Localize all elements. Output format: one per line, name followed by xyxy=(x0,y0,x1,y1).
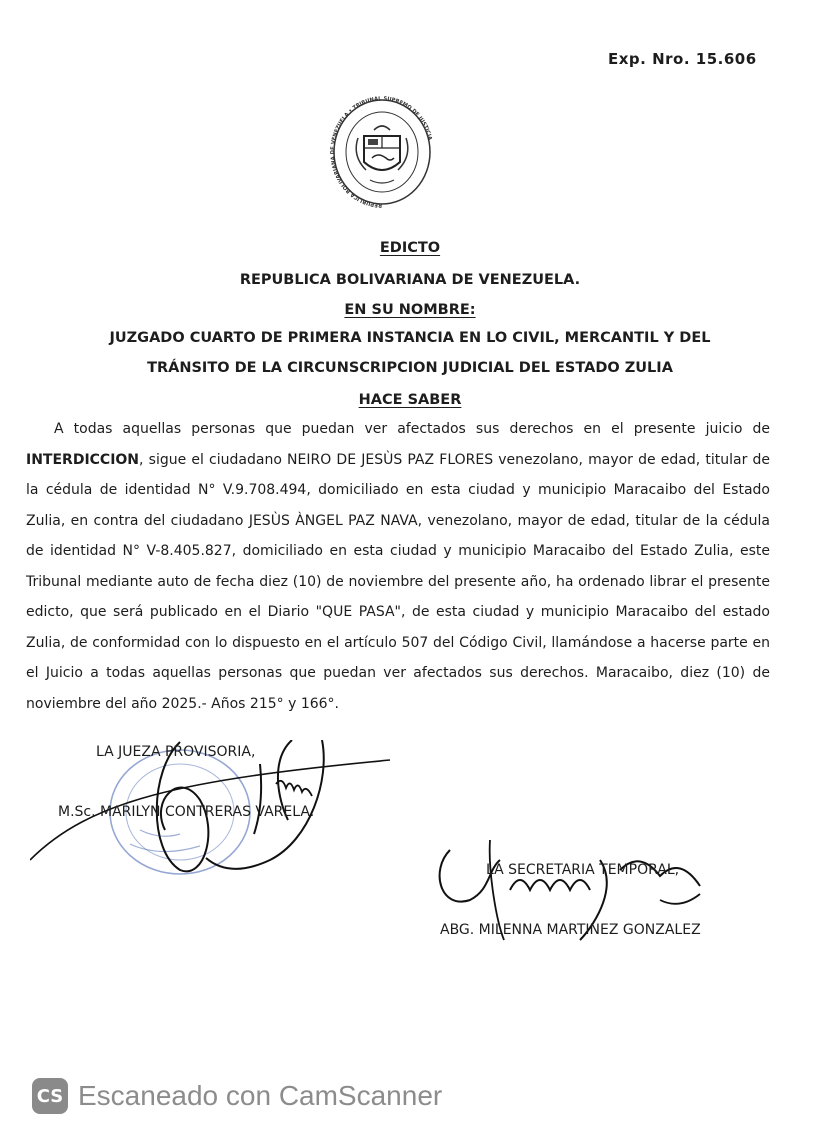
scanner-watermark xyxy=(32,1076,442,1116)
body-interdiccion: INTERDICCION xyxy=(26,451,140,468)
judge-name: M.Sc. MARILYN CONTRERAS VARELA. xyxy=(58,804,315,820)
seal-ring-text: REPUBLICA BOLIVARIANA DE VENEZUELA • TRIBUNAL SUPREMO DE JUSTICIA xyxy=(330,95,433,209)
court-heading-line2: TRÁNSITO DE LA CIRCUNSCRIPCION JUDICIAL DEL ESTADO ZULIA xyxy=(147,360,673,376)
court-heading-line1: JUZGADO CUARTO DE PRIMERA INSTANCIA EN LO CIVIL, MERCANTIL Y DEL xyxy=(109,330,711,346)
camscanner-logo-icon: CS xyxy=(32,1078,68,1114)
body-main: , sigue el ciudadano NEIRO DE JESÙS PAZ FLORES venezolano, mayor de edad, titular de la cédula de identidad N° V.9.708.494, domiciliado en esta ciudad y municipio Maracaibo del Estado Zulia, en contra del ciudadano JESÙS ÀNGEL PAZ NAVA, venezolano, mayor de edad, titular de la cédula de identidad N° V-8.405.827, domiciliado en esta ciudad y municipio Maracaibo del Estado Zulia, este Tribunal mediante auto de fecha diez (10) de noviembre del presente año, ha ordenado librar el presente edicto, que será publicado en el Diario "QUE PASA", de esta ciudad y municipio Maracaibo del estado Zulia, de conformidad con lo dispuesto en el artículo 507 del Código Civil, llamándose a hacerse parte en el Juicio a todas aquellas personas que puedan ver afectados sus derechos. Maracaibo, diez (10) de noviembre del año 2025.- Años 215° y 166°. xyxy=(26,451,770,712)
hace-saber-heading: HACE SABER xyxy=(358,392,462,408)
edict-title: EDICTO xyxy=(379,240,441,256)
edict-body xyxy=(26,414,770,719)
en-su-nombre-heading: EN SU NOMBRE: xyxy=(344,302,476,318)
case-number: Exp. Nro. 15.606 xyxy=(608,50,757,68)
body-intro: A todas aquellas personas que puedan ver afectados sus derechos en el presente juicio de xyxy=(54,421,770,437)
judge-signature-block xyxy=(30,740,400,890)
secretary-signature-block xyxy=(430,830,730,950)
scanner-watermark-text: Escaneado con CamScanner xyxy=(78,1080,443,1111)
country-heading: REPUBLICA BOLIVARIANA DE VENEZUELA. xyxy=(239,272,581,288)
secretary-title: LA SECRETARIA TEMPORAL, xyxy=(486,862,680,878)
seal-icon xyxy=(328,92,436,216)
svg-text:REPUBLICA BOLIVARIANA DE VENEZ xyxy=(330,96,433,208)
edict-paragraph xyxy=(26,414,770,719)
judge-title: LA JUEZA PROVISORIA, xyxy=(96,744,256,760)
secretary-name: ABG. MILENNA MARTINEZ GONZALEZ xyxy=(440,922,701,938)
